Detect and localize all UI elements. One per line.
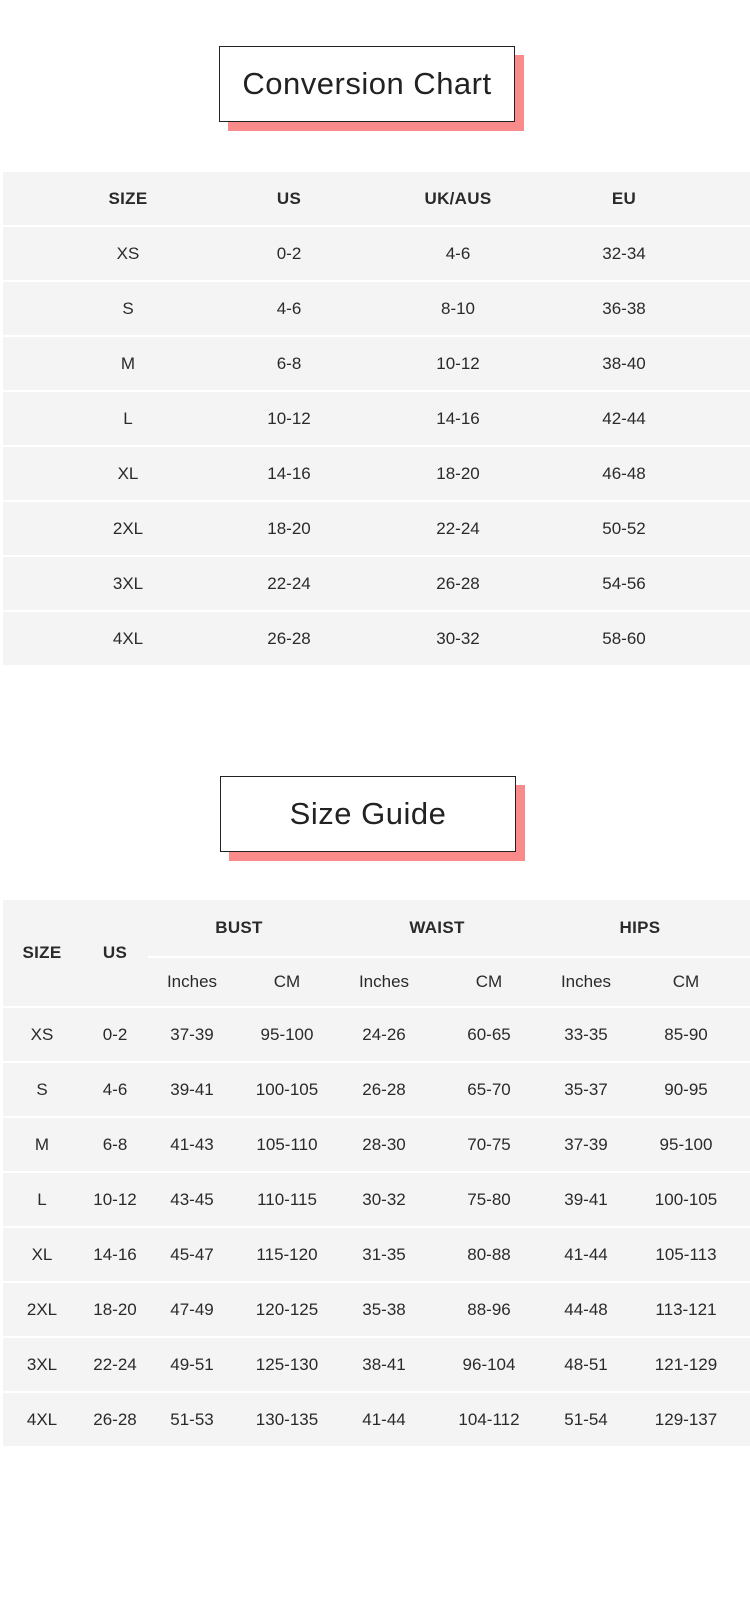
table-cell: 95-100 [659, 1134, 713, 1154]
table-cell: 28-30 [362, 1134, 406, 1154]
table-row [3, 1338, 750, 1391]
table-cell: 35-37 [564, 1079, 608, 1099]
table-cell: XL [31, 1244, 53, 1264]
table-cell: 30-32 [436, 628, 480, 648]
conversion-chart-title-block [219, 46, 515, 122]
table-cell: 120-125 [255, 1299, 319, 1319]
table-cell: 100-105 [654, 1189, 718, 1209]
table-cell: 42-44 [602, 408, 646, 428]
size-guide-title-block [220, 776, 516, 852]
table-cell: 31-35 [362, 1244, 406, 1264]
table-cell: 47-49 [170, 1299, 214, 1319]
table-row [3, 1393, 750, 1446]
unit-header: CM [475, 972, 503, 991]
table-cell: 22-24 [267, 573, 311, 593]
table-cell: 85-90 [664, 1024, 708, 1044]
table-cell: 4-6 [445, 243, 471, 263]
table-cell: 70-75 [467, 1134, 511, 1154]
table-cell: 39-41 [564, 1189, 608, 1209]
table-cell: 39-41 [170, 1079, 214, 1099]
table-cell: 125-130 [255, 1354, 319, 1374]
table-cell: 6-8 [102, 1134, 128, 1154]
table-cell: 32-34 [602, 243, 646, 263]
table-row [3, 502, 750, 555]
table-cell: 6-8 [276, 353, 302, 373]
table-cell: 51-53 [170, 1409, 214, 1429]
table-cell: 8-10 [440, 298, 476, 318]
table-cell: 65-70 [467, 1079, 511, 1099]
table-cell: XL [117, 463, 139, 483]
table-cell: 26-28 [93, 1409, 137, 1429]
table-cell: 14-16 [93, 1244, 137, 1264]
table-cell: 75-80 [467, 1189, 511, 1209]
table-row [3, 1008, 750, 1061]
unit-header: Inches [166, 972, 218, 991]
unit-header: CM [672, 972, 700, 991]
unit-header: CM [273, 972, 301, 991]
table-cell: 26-28 [436, 573, 480, 593]
column-header-us: US [102, 943, 128, 962]
table-cell: 24-26 [362, 1024, 406, 1044]
table-cell: 41-44 [564, 1244, 608, 1264]
table-row [3, 1063, 750, 1116]
table-row [3, 612, 750, 665]
size-guide-header [3, 900, 750, 1006]
table-cell: 105-113 [655, 1244, 717, 1264]
table-cell: 10-12 [436, 353, 480, 373]
table-cell: 105-110 [256, 1134, 318, 1154]
table-cell: 96-104 [462, 1354, 516, 1374]
table-cell: 0-2 [102, 1024, 128, 1044]
table-row [3, 1173, 750, 1226]
table-cell: L [123, 408, 133, 428]
table-row [3, 337, 750, 390]
table-cell: 26-28 [267, 628, 311, 648]
table-cell: 43-45 [170, 1189, 214, 1209]
table-cell: 41-43 [170, 1134, 214, 1154]
column-header-size: SIZE [22, 943, 62, 962]
table-cell: 90-95 [664, 1079, 708, 1099]
table-cell: M [34, 1134, 50, 1154]
table-cell: 130-135 [255, 1409, 319, 1429]
table-cell: 104-112 [458, 1409, 520, 1429]
table-cell: 51-54 [564, 1409, 608, 1429]
group-header-waist: WAIST [409, 918, 465, 937]
table-cell: XS [30, 1024, 54, 1044]
table-cell: 100-105 [255, 1079, 319, 1099]
size-guide-title: Size Guide [220, 776, 516, 852]
table-cell: 38-41 [362, 1354, 406, 1374]
table-cell: 50-52 [602, 518, 646, 538]
table-cell: 48-51 [564, 1354, 608, 1374]
table-cell: 60-65 [467, 1024, 511, 1044]
table-cell: 4XL [112, 628, 144, 648]
table-cell: 38-40 [602, 353, 646, 373]
table-cell: 33-35 [564, 1024, 608, 1044]
table-cell: 80-88 [467, 1244, 511, 1264]
table-cell: 0-2 [276, 243, 302, 263]
column-header: SIZE [108, 188, 148, 208]
table-cell: 2XL [112, 518, 144, 538]
table-row [3, 1283, 750, 1336]
table-cell: 88-96 [467, 1299, 511, 1319]
table-cell: 95-100 [260, 1024, 314, 1044]
table-cell: 30-32 [362, 1189, 406, 1209]
table-cell: XS [116, 243, 140, 263]
group-header-hips: HIPS [619, 918, 661, 937]
table-cell: 129-137 [654, 1409, 718, 1429]
table-cell: 3XL [26, 1354, 58, 1374]
table-cell: 46-48 [602, 463, 646, 483]
table-cell: 18-20 [267, 518, 311, 538]
table-cell: 113-121 [655, 1299, 717, 1319]
table-cell: 44-48 [564, 1299, 608, 1319]
table-cell: 45-47 [170, 1244, 214, 1264]
table-cell: 3XL [112, 573, 144, 593]
table-cell: 14-16 [436, 408, 480, 428]
conversion-header-row [3, 172, 750, 225]
table-row [3, 392, 750, 445]
table-cell: 35-38 [362, 1299, 406, 1319]
table-row [3, 1228, 750, 1281]
table-cell: 22-24 [436, 518, 480, 538]
table-cell: 54-56 [602, 573, 646, 593]
table-cell: M [120, 353, 136, 373]
table-cell: 36-38 [602, 298, 646, 318]
unit-header: Inches [358, 972, 410, 991]
table-cell: 4-6 [276, 298, 302, 318]
table-cell: 18-20 [93, 1299, 137, 1319]
table-row [3, 1118, 750, 1171]
table-cell: 2XL [26, 1299, 58, 1319]
table-cell: 22-24 [93, 1354, 137, 1374]
table-cell: 4-6 [102, 1079, 128, 1099]
table-cell: 26-28 [362, 1079, 406, 1099]
table-cell: 18-20 [436, 463, 480, 483]
table-cell: S [122, 298, 134, 318]
column-header: US [276, 188, 302, 208]
table-cell: L [37, 1189, 47, 1209]
column-header: EU [611, 188, 637, 208]
table-cell: 115-120 [256, 1244, 318, 1264]
table-row [3, 447, 750, 500]
table-cell: 10-12 [267, 408, 311, 428]
table-cell: 10-12 [93, 1189, 137, 1209]
table-cell: 58-60 [602, 628, 646, 648]
table-cell: 41-44 [362, 1409, 406, 1429]
table-cell: 121-129 [654, 1354, 718, 1374]
table-cell: 4XL [26, 1409, 58, 1429]
conversion-chart-title: Conversion Chart [219, 46, 515, 122]
table-cell: 37-39 [564, 1134, 608, 1154]
table-row [3, 227, 750, 280]
group-header-bust: BUST [215, 918, 263, 937]
table-row [3, 557, 750, 610]
column-header: UK/AUS [424, 188, 492, 208]
table-cell: 110-115 [257, 1189, 317, 1209]
unit-header: Inches [560, 972, 612, 991]
table-cell: 37-39 [170, 1024, 214, 1044]
table-cell: S [36, 1079, 48, 1099]
table-cell: 49-51 [170, 1354, 214, 1374]
table-row [3, 282, 750, 335]
table-cell: 14-16 [267, 463, 311, 483]
